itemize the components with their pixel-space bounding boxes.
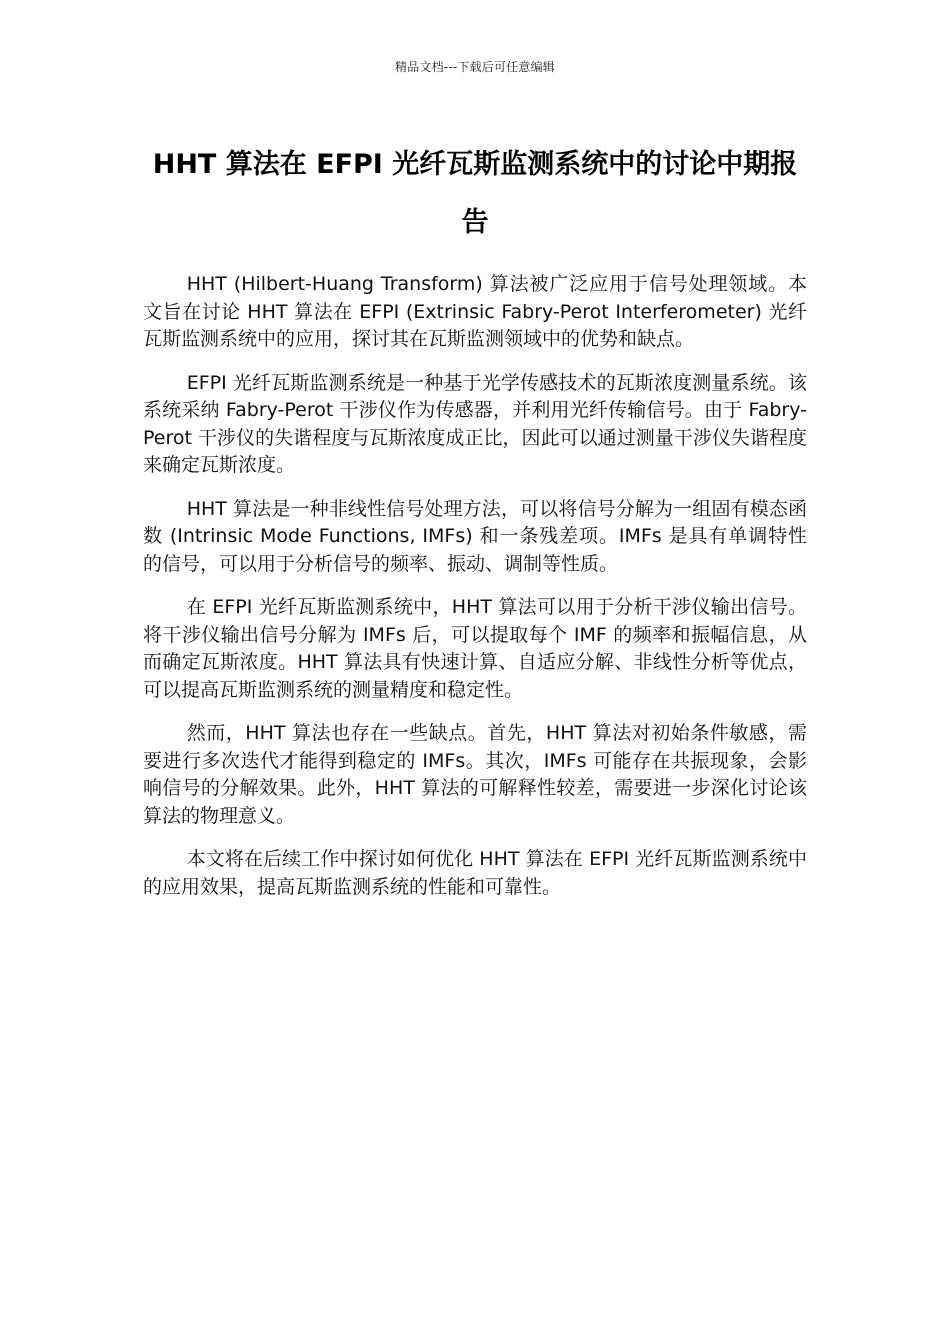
paragraph-drawbacks: 然而，HHT 算法也存在一些缺点。首先，HHT 算法对初始条件敏感，需要进行多次迭代才能得到稳定的 IMFs。其次，IMFs 可能存在共振现象，会影响信号的分解效果。此外，HHT 算法的可解释性较差，需要进一步深化讨论该算法的物理意义。	[143, 722, 807, 827]
paragraph-efpi-system: EFPI 光纤瓦斯监测系统是一种基于光学传感技术的瓦斯浓度测量系统。该系统采纳 Fabry-Perot 干涉仪作为传感器，并利用光纤传输信号。由于 Fabry-Perot 干涉仪的失谐程度与瓦斯浓度成正比，因此可以通过测量干涉仪失谐程度来确定瓦斯浓度。	[143, 371, 807, 476]
document-body	[143, 271, 807, 917]
header-note: 精品文档---下载后可任意编辑	[395, 60, 555, 74]
document-title: HHT 算法在 EFPI 光纤瓦斯监测系统中的讨论中期报告	[152, 149, 798, 238]
paragraph-application: 在 EFPI 光纤瓦斯监测系统中，HHT 算法可以用于分析干涉仪输出信号。将干涉仪输出信号分解为 IMFs 后，可以提取每个 IMF 的频率和振幅信息，从而确定瓦斯浓度。HHT 算法具有快速计算、自适应分解、非线性分析等优点，可以提高瓦斯监测系统的测量精度和稳定性。	[143, 596, 807, 701]
paragraph-future-work: 本文将在后续工作中探讨如何优化 HHT 算法在 EFPI 光纤瓦斯监测系统中的应用效果，提高瓦斯监测系统的性能和可靠性。	[143, 848, 807, 898]
paragraph-hht-method: HHT 算法是一种非线性信号处理方法，可以将信号分解为一组固有模态函数 (Intrinsic Mode Functions, IMFs) 和一条残差项。IMFs 是具有单调特性的信号，可以用于分析信号的频率、振动、调制等性质。	[143, 497, 807, 575]
paragraph-intro: HHT (Hilbert-Huang Transform) 算法被广泛应用于信号处理领域。本文旨在讨论 HHT 算法在 EFPI (Extrinsic Fabry-Perot Interferometer) 光纤瓦斯监测系统中的应用，探讨其在瓦斯监测领域中的优势和缺点。	[143, 273, 807, 350]
